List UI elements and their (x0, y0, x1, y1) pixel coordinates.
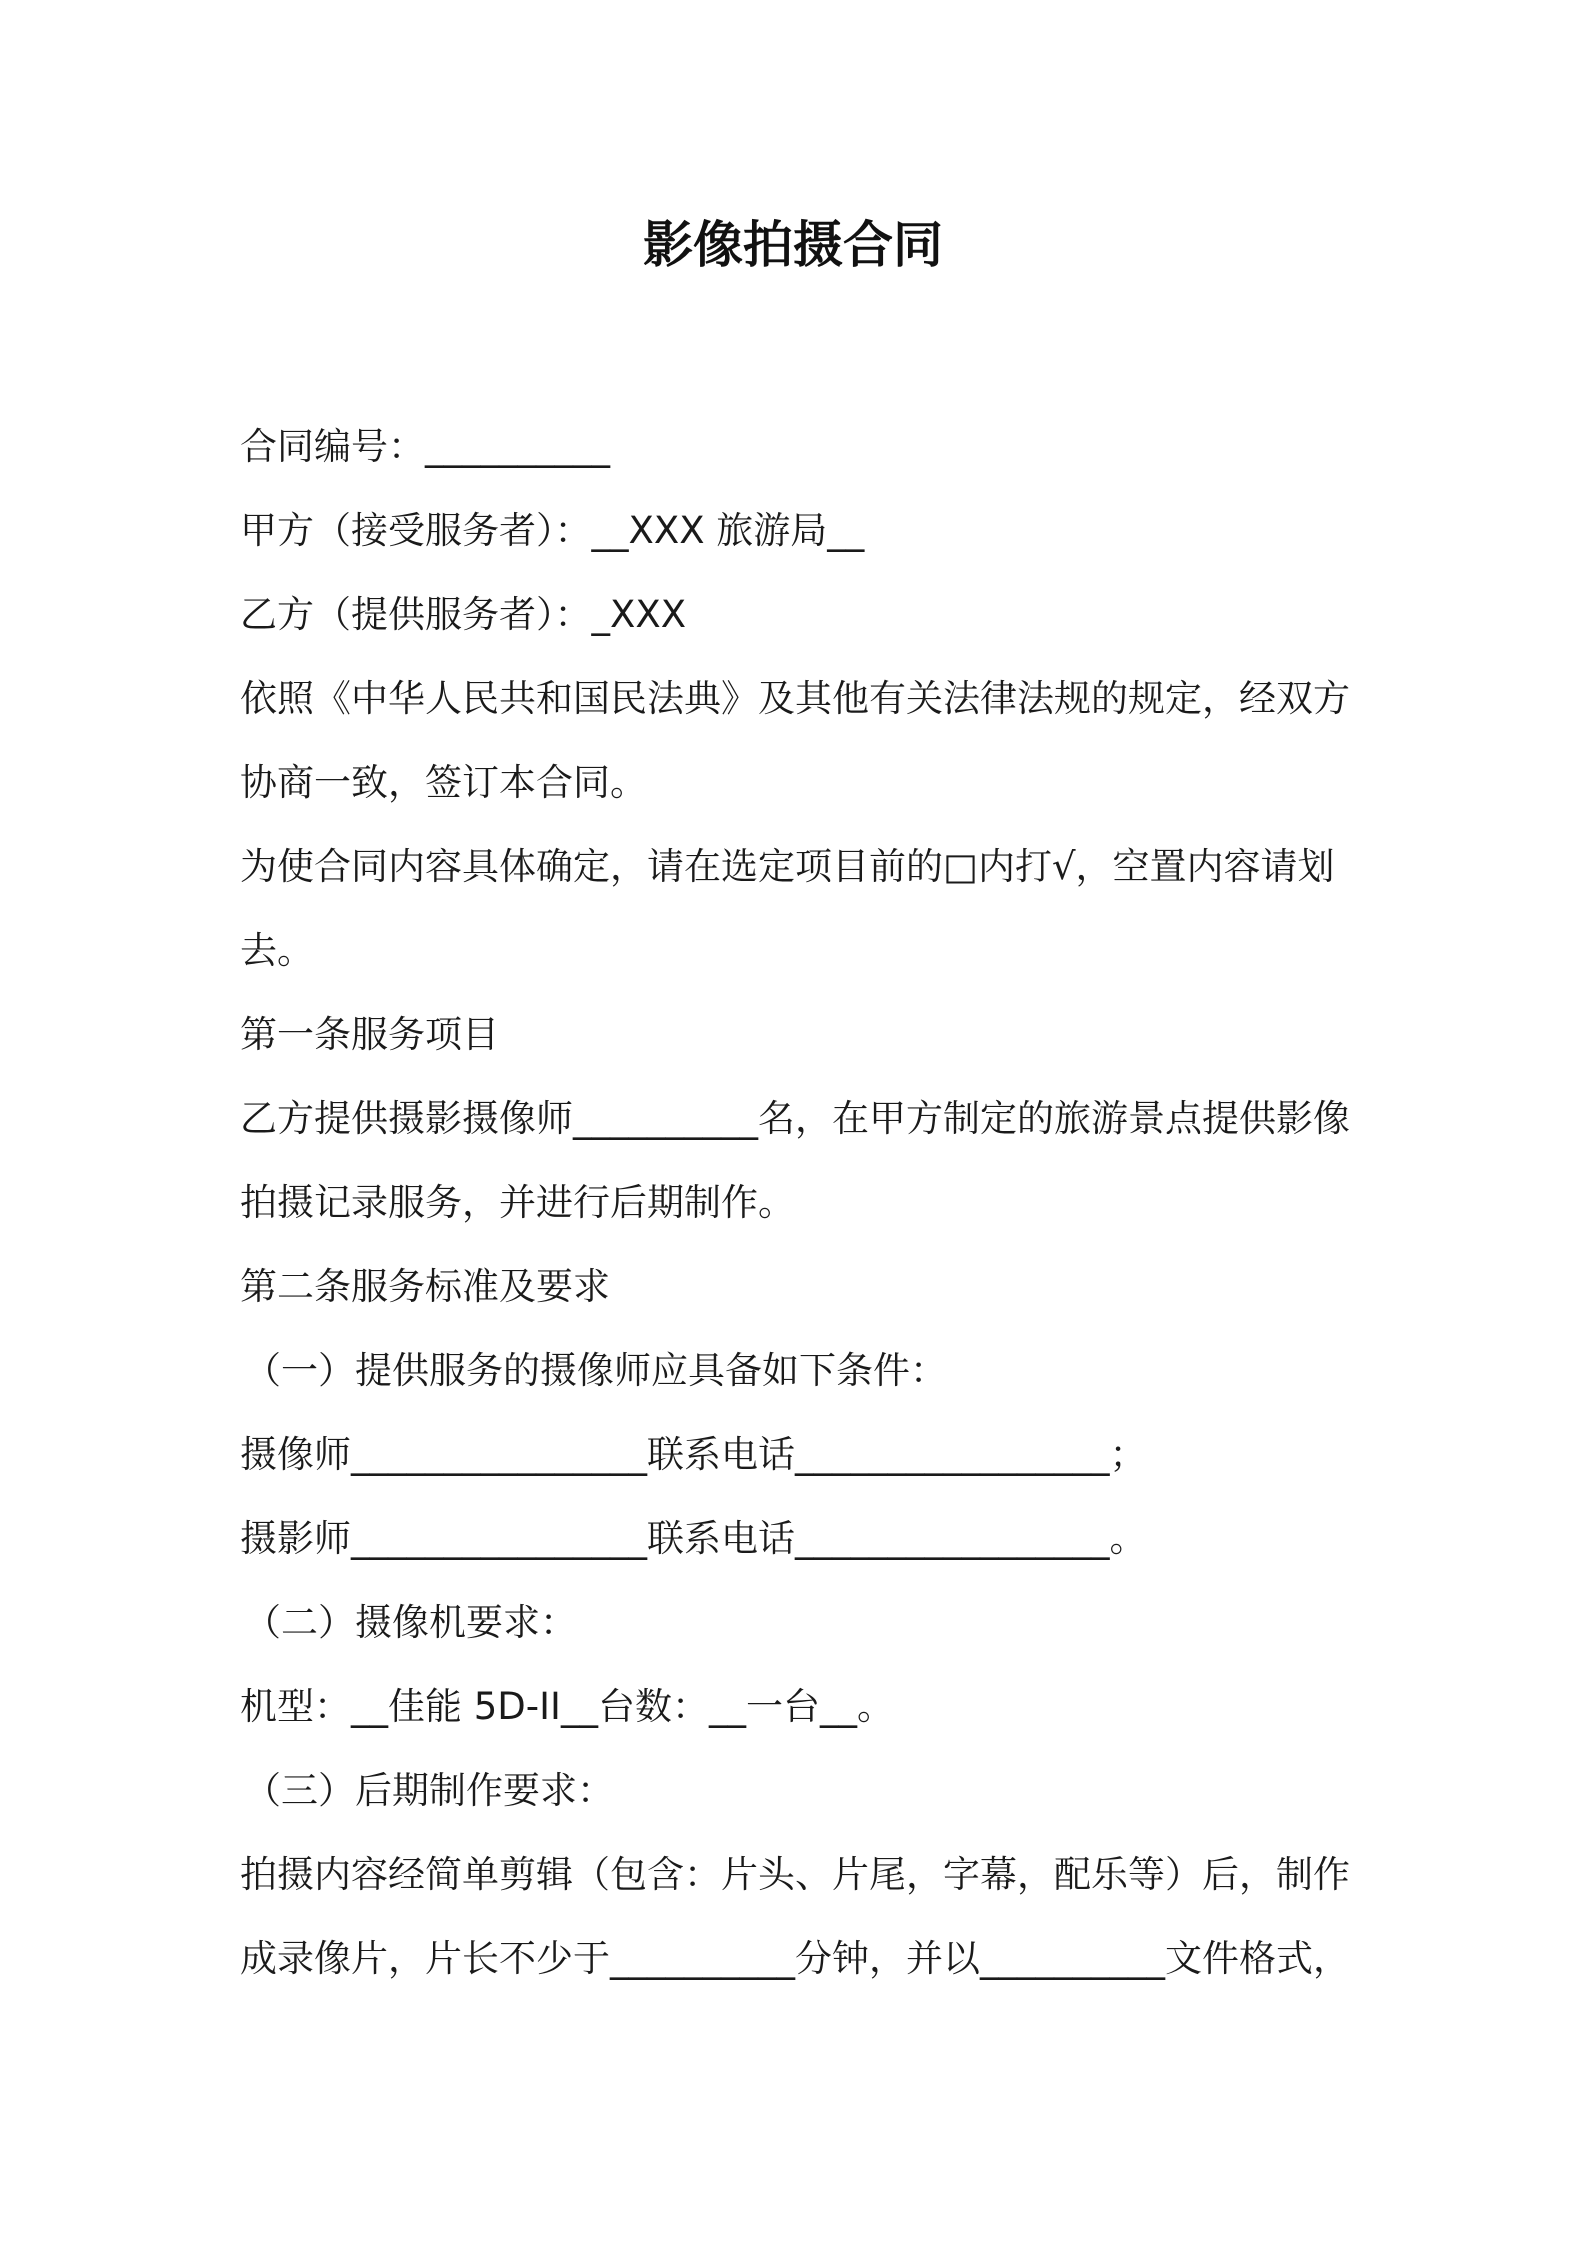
party-b-line: 乙方（提供服务者）：_XXX (240, 593, 687, 636)
article-1-heading: 第一条服务项目 (240, 1013, 499, 1056)
preamble-line-1: 依照《中华人民共和国民法典》及其他有关法律法规的规定，经双方 (240, 677, 1350, 720)
contract-number-line: 合同编号：__________ (240, 425, 610, 468)
camera-model-line: 机型：__佳能 5D-II__台数：__一台__。 (240, 1685, 894, 1728)
section-3-heading: （三）后期制作要求： (244, 1769, 614, 1812)
instruction-line-2: 去。 (240, 929, 314, 972)
videographer-line: 摄像师________________联系电话_________________； (240, 1433, 1147, 1476)
photographer-line: 摄影师________________联系电话_________________。 (240, 1517, 1147, 1560)
post-production-line-2: 成录像片，片长不少于__________分钟，并以__________文件格式， (240, 1937, 1350, 1980)
article-1-text-2: 拍摄记录服务，并进行后期制作。 (240, 1181, 795, 1224)
post-production-line-1: 拍摄内容经简单剪辑（包含：片头、片尾，字幕，配乐等）后，制作 (240, 1853, 1350, 1896)
section-2-heading: （二）摄像机要求： (244, 1601, 577, 1644)
document-title: 影像拍摄合同 (643, 216, 943, 274)
section-1-heading: （一）提供服务的摄像师应具备如下条件： (244, 1349, 947, 1392)
party-a-line: 甲方（接受服务者）：__XXX 旅游局__ (240, 509, 865, 552)
article-2-heading: 第二条服务标准及要求 (240, 1265, 610, 1308)
instruction-line-1: 为使合同内容具体确定，请在选定项目前的□内打√，空置内容请划 (240, 845, 1335, 888)
document-body (240, 405, 1360, 2001)
preamble-line-2: 协商一致，签订本合同。 (240, 761, 647, 804)
article-1-text-1: 乙方提供摄影摄像师__________名，在甲方制定的旅游景点提供影像 (240, 1097, 1350, 1140)
